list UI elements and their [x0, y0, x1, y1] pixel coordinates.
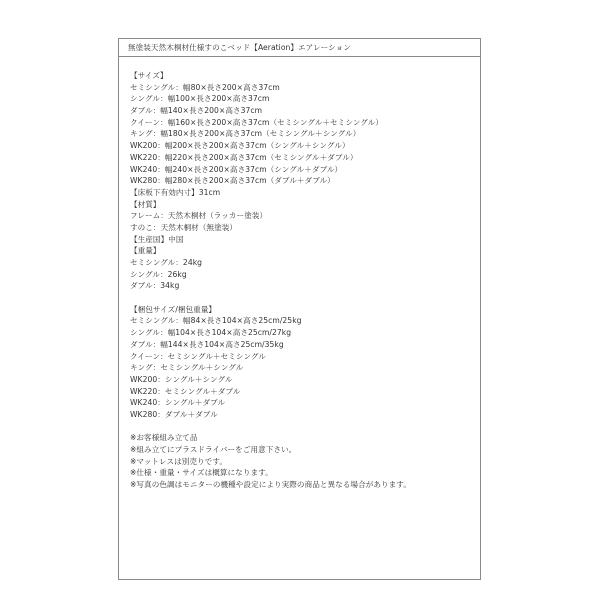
spec-line: クイーン：幅160×長さ200×高さ37cm（セミシングル＋セミシングル） [130, 117, 383, 127]
spec-line: 【床板下有効内寸】31cm [130, 187, 221, 197]
spec-line: WK200：幅200×長さ200×高さ37cm（シングル＋シングル） [130, 141, 350, 151]
spec-line: WK200：シングル＋シングル [130, 374, 233, 384]
spec-line: 【サイズ】 [130, 71, 168, 80]
spec-line: WK280：ダブル＋ダブル [130, 409, 218, 419]
spec-line: セミシングル：幅80×長さ200×高さ37cm [130, 82, 280, 92]
spec-line: WK240：シングル＋ダブル [130, 398, 226, 408]
spec-line: ※お客様組み立て品 [130, 433, 198, 443]
spec-line: 【梱包サイズ/梱包重量】 [130, 304, 217, 314]
spec-line: ※組み立てにプラスドライバーをご用意下さい。 [130, 445, 297, 454]
spec-line: WK240：幅240×長さ200×高さ37cm（シングル＋ダブル） [130, 164, 343, 174]
spec-line: ※マットレスは別売りです。 [130, 456, 227, 466]
spec-line: 【生産国】中国 [130, 234, 184, 244]
spec-line: キング：セミシングル＋シングル [130, 363, 244, 373]
spec-line: すのこ：天然木桐材（無塗装） [130, 222, 238, 232]
spec-line: セミシングル：幅84×長さ104×高さ25cm/25kg [130, 316, 302, 326]
spec-line: 【重量】 [130, 246, 161, 256]
spec-line: シングル：幅104×長さ104×高さ25cm/27kg [130, 328, 292, 338]
spec-line: キング：幅180×長さ200×高さ37cm（セミシングル＋シングル） [130, 129, 361, 139]
spec-line: ダブル：幅140×長さ200×高さ37cm [130, 106, 263, 116]
spec-content [130, 70, 476, 491]
spec-line: ※仕様・重量・サイズは概算になります。 [130, 468, 273, 478]
spec-panel [118, 38, 481, 580]
spec-line: WK280：幅280×長さ200×高さ37cm（ダブル＋ダブル） [130, 176, 335, 186]
section-spacer [130, 292, 476, 304]
spec-line: ※写真の色調はモニターの機種や設定により実際の商品と異なる場合があります。 [130, 480, 411, 490]
spec-line: ダブル：34kg [130, 281, 180, 291]
spec-line: シングル：幅100×長さ200×高さ37cm [130, 94, 270, 104]
spec-line: 【材質】 [130, 199, 161, 209]
spec-line: WK220：幅220×長さ200×高さ37cm（セミシングル＋ダブル） [130, 152, 358, 162]
section-spacer [130, 421, 476, 433]
spec-line: シングル：26kg [130, 269, 187, 279]
spec-line: WK220：セミシングル＋ダブル [130, 386, 241, 396]
spec-line: ダブル：幅144×長さ104×高さ25cm/35kg [130, 339, 284, 349]
product-title: 無塗装天然木桐材仕様すのこベッド【Aeration】エアレーション [119, 39, 480, 57]
spec-line: フレーム：天然木桐材（ラッカー塗装） [130, 211, 268, 221]
spec-line: クイーン：セミシングル＋セミシングル [130, 351, 266, 361]
spec-line: セミシングル：24kg [130, 258, 203, 267]
